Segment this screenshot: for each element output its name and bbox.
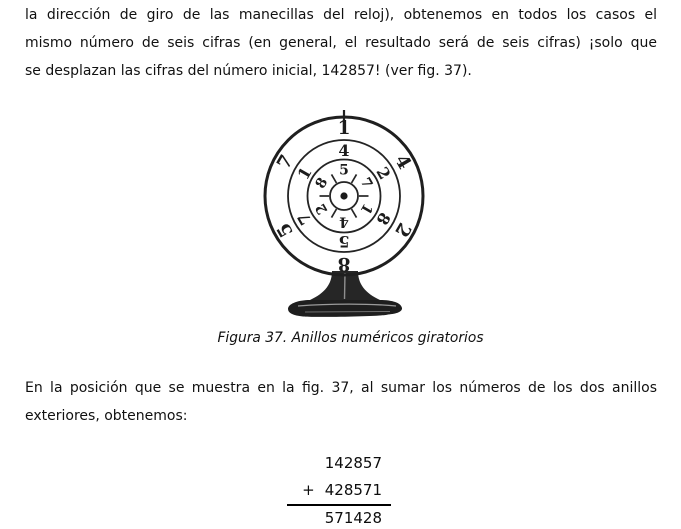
plus-sign: + <box>302 481 315 499</box>
stand-base-shadow-line <box>305 312 390 313</box>
ring-digit: 2 <box>372 163 395 183</box>
hub-dot <box>340 192 347 199</box>
text-line: se desplazan las cifras del número inicial, 142857! (ver fig. 37). <box>25 63 472 79</box>
paragraph-2 <box>25 374 657 430</box>
ring-digit: 5 <box>338 232 350 251</box>
wheel-stand <box>288 271 402 317</box>
ring-digit: 1 <box>293 163 316 183</box>
text-line: mismo número de seis cifras (en general, el resultado será de seis cifras) ¡solo que <box>25 35 657 51</box>
ring-digit: 8 <box>372 209 395 229</box>
stand-base <box>288 300 402 317</box>
ring-digit: 1 <box>356 200 376 217</box>
text-line: En la posición que se muestra en la fig. 37, al sumar los números de los dos anillos <box>25 380 657 396</box>
ring-digit: 4 <box>390 151 415 174</box>
number-wheel-figure <box>252 102 438 324</box>
ring-digit: 7 <box>273 151 298 174</box>
ring-digit: 4 <box>339 213 349 230</box>
addend-1: 142857 <box>324 454 382 472</box>
ring-digit: 8 <box>312 175 332 192</box>
ring-digit: 7 <box>356 175 376 192</box>
text-line: exteriores, obtenemos: <box>25 408 188 424</box>
ring-digit: 2 <box>390 218 415 241</box>
addend-2-row <box>262 477 382 504</box>
figure-caption: Figura 37. Anillos numéricos giratorios <box>217 330 484 346</box>
ring-digit: 7 <box>293 209 316 229</box>
paragraph-1 <box>25 1 657 85</box>
ring-digit: 5 <box>273 218 298 241</box>
ring-digit: 5 <box>339 162 349 179</box>
sum-result: 571428 <box>324 509 382 527</box>
text-line: la dirección de giro de las manecillas del reloj), obtenemos en todos los casos el <box>25 7 657 23</box>
addend-2: 428571 <box>324 481 382 499</box>
ring-digit: 8 <box>337 253 351 274</box>
ring-digit: 4 <box>338 141 350 160</box>
ring-digit: 2 <box>312 200 332 217</box>
stand-stem-slit <box>345 273 346 299</box>
ring-digit: 1 <box>337 118 351 139</box>
addition-block <box>262 450 382 504</box>
